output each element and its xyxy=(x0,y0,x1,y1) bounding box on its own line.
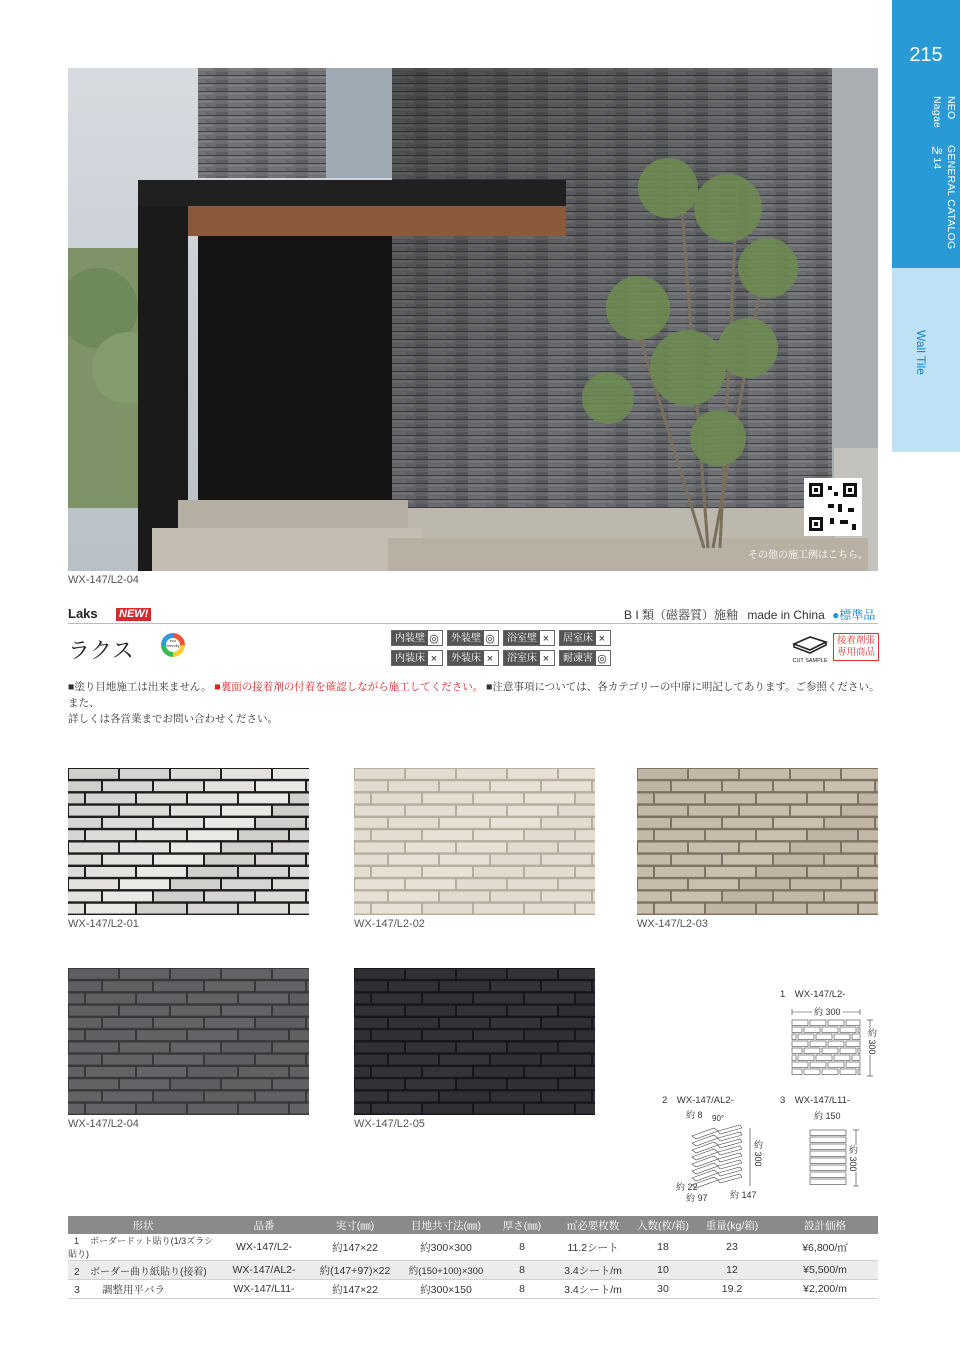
note-4: 詳しくは各営業までお問い合わせください。 xyxy=(68,713,278,725)
hero-caption: WX-147/L2-04 xyxy=(68,574,139,586)
cut-sample-label: CUT SAMPLE xyxy=(792,658,828,664)
origin: made in China xyxy=(747,608,825,622)
cut-sample-icon xyxy=(790,634,830,654)
cell-price: ¥6,800/㎡ xyxy=(772,1234,878,1261)
adhesive-badge xyxy=(833,633,879,661)
table-row xyxy=(68,1261,878,1280)
col-weight: 重量(kg/箱) xyxy=(692,1216,772,1234)
usage-exterior-floor: 外装床 × xyxy=(447,650,499,666)
table-row xyxy=(68,1280,878,1299)
cell-size: 約147×22 xyxy=(310,1234,400,1261)
cell-weight: 23 xyxy=(692,1234,772,1261)
cell-need: 3.4シート/m xyxy=(552,1261,634,1280)
usage-bath-wall: 浴室壁 × xyxy=(503,630,555,646)
col-thick: 厚さ(㎜) xyxy=(492,1216,552,1234)
cut-sample-mark xyxy=(790,634,830,664)
eco-friendly-icon xyxy=(161,633,185,657)
cell-thick: 8 xyxy=(492,1261,552,1280)
col-joint: 目地共寸法(㎜) xyxy=(400,1216,492,1234)
diagram-2-c: 約 97 xyxy=(686,1193,708,1203)
diagram-3-width: 約 150 xyxy=(814,1111,841,1121)
swatch-image xyxy=(354,968,595,1115)
diagram-3-label: 3 WX-147/L11- xyxy=(780,1095,851,1106)
cell-qty: 18 xyxy=(634,1234,692,1261)
header-divider xyxy=(68,623,878,624)
cell-code: WX-147/L2- xyxy=(218,1234,310,1261)
swatch-image xyxy=(637,768,878,915)
diagram-2-angle: 90° xyxy=(712,1114,725,1123)
usage-frost: 耐凍害 ◎ xyxy=(559,650,611,666)
swatch-code: WX-147/L2-02 xyxy=(354,918,425,930)
note-1: ■塗り目地施工は出来ません。 xyxy=(68,681,212,693)
cell-size: 約147×22 xyxy=(310,1280,400,1299)
adhesive-badge-line2: 専用商品 xyxy=(836,647,875,658)
cell-shape: 2 ボーダー曲り紙貼り(接着) xyxy=(68,1261,218,1280)
diagram-1-width: 約 300 xyxy=(814,1007,841,1017)
swatch-code: WX-147/L2-01 xyxy=(68,918,139,930)
product-name-ja: ラクス xyxy=(68,638,134,663)
cell-shape: 3 調整用平バラ xyxy=(68,1280,218,1299)
cell-thick: 8 xyxy=(492,1234,552,1261)
diagram-1-label: 1 WX-147/L2- xyxy=(780,989,846,1000)
col-need: ㎡必要枚数 xyxy=(552,1216,634,1234)
diagram-2-label: 2 WX-147/AL2- xyxy=(662,1095,734,1106)
cell-qty: 30 xyxy=(634,1280,692,1299)
qr-code-icon[interactable] xyxy=(804,478,862,536)
cell-code: WX-147/L11- xyxy=(218,1280,310,1299)
col-qty: 入数(枚/箱) xyxy=(634,1216,692,1234)
hero-photo xyxy=(68,68,878,571)
col-price: 設計価格 xyxy=(772,1216,878,1234)
facade-illustration xyxy=(68,68,878,571)
swatch-image xyxy=(68,968,309,1115)
diagram-2-a: 約 8 xyxy=(686,1110,703,1120)
swatch-image xyxy=(354,768,595,915)
cell-code: WX-147/AL2- xyxy=(218,1261,310,1280)
class-info: B I 類（磁器質）施釉 xyxy=(624,608,739,622)
swatch-code: WX-147/L2-03 xyxy=(637,918,708,930)
usage-interior-wall: 内装壁 ◎ xyxy=(391,630,443,646)
eco-label: eco friendly xyxy=(166,638,180,652)
notes xyxy=(68,679,888,727)
diagram-2-height: 約 300 xyxy=(753,1140,763,1167)
swatch-code: WX-147/L2-04 xyxy=(68,1118,139,1130)
table-row xyxy=(68,1234,878,1261)
usage-legend xyxy=(391,630,611,666)
qr-note: その他の施工例はこちら。 xyxy=(748,550,868,561)
catalog-line-2: GENERAL CATALOG №14 xyxy=(931,145,957,250)
product-name-en: Laks xyxy=(68,606,98,621)
diagram-1-height: 約 300 xyxy=(867,1028,877,1055)
diagram-2-d: 約 147 xyxy=(730,1190,757,1200)
diagram-3-height: 約 300 xyxy=(848,1145,858,1172)
cell-price: ¥5,500/m xyxy=(772,1261,878,1280)
cell-weight: 12 xyxy=(692,1261,772,1280)
swatch-code: WX-147/L2-05 xyxy=(354,1118,425,1130)
adhesive-badge-line1: 接着剤張 xyxy=(836,635,875,646)
page-number: 215 xyxy=(909,44,943,66)
section-tab[interactable] xyxy=(892,268,960,452)
diagram-2-b: 約 22 xyxy=(676,1182,698,1192)
cell-joint: 約300×150 xyxy=(400,1280,492,1299)
cell-need: 3.4シート/m xyxy=(552,1280,634,1299)
usage-interior-floor: 内装床 × xyxy=(391,650,443,666)
note-3: ■注意事項については、各カテゴリーの中扉に明記してあります。ご参照ください。また、 xyxy=(68,681,880,709)
spec-table xyxy=(68,1216,878,1299)
usage-bath-floor: 浴室床 × xyxy=(503,650,555,666)
standard-label: 標準品 xyxy=(839,608,876,622)
note-2: ■裏面の接着剤の付着を確認しながら施工してください。 xyxy=(214,681,484,693)
usage-exterior-wall: 外装壁 ◎ xyxy=(447,630,499,646)
cell-shape: 1 ボーダードット貼り(1/3ズラシ貼り) xyxy=(68,1234,218,1261)
cell-thick: 8 xyxy=(492,1280,552,1299)
usage-room-floor: 居室床 × xyxy=(559,630,611,646)
col-code: 品番 xyxy=(218,1216,310,1234)
swatch-image xyxy=(68,768,309,915)
col-size: 実寸(㎜) xyxy=(310,1216,400,1234)
page-tab xyxy=(892,0,960,268)
section-label: Wall Tile xyxy=(914,330,928,375)
cell-qty: 10 xyxy=(634,1261,692,1280)
cell-size: 約(147+97)×22 xyxy=(310,1261,400,1280)
catalog-title xyxy=(894,96,958,256)
new-badge: NEW! xyxy=(116,608,151,621)
cell-joint: 約300×300 xyxy=(400,1234,492,1261)
product-class xyxy=(624,606,875,623)
standard-dot-icon: ● xyxy=(832,608,840,622)
cell-weight: 19.2 xyxy=(692,1280,772,1299)
cell-joint: 約(150+100)×300 xyxy=(400,1261,492,1280)
cell-price: ¥2,200/m xyxy=(772,1280,878,1299)
table-header-row xyxy=(68,1216,878,1234)
col-shape: 形状 xyxy=(68,1216,218,1234)
catalog-line-1: NEO Nagae xyxy=(931,96,957,128)
cell-need: 11.2シート xyxy=(552,1234,634,1261)
